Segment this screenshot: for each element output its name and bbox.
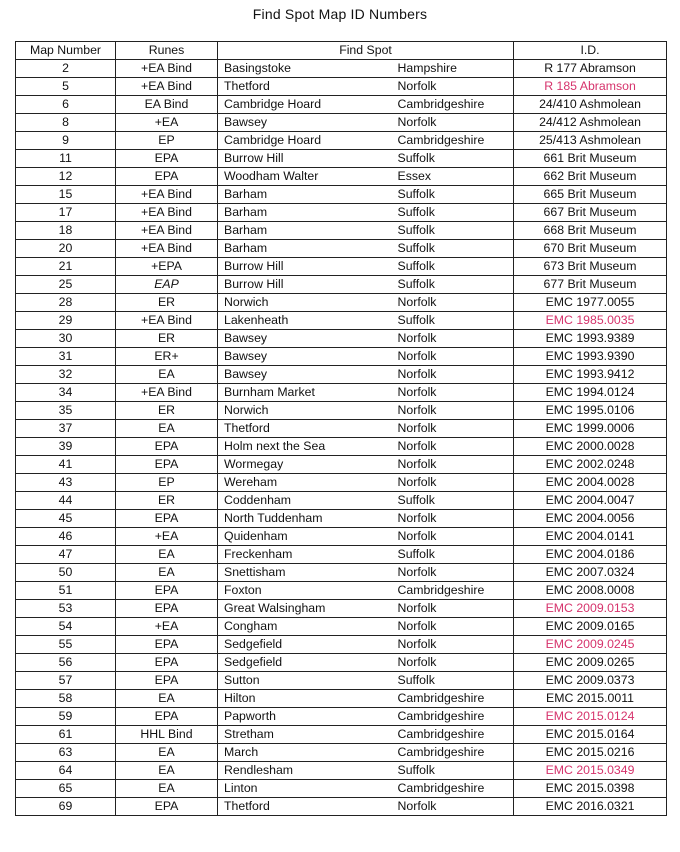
- id-cell: 673 Brit Museum: [514, 258, 667, 276]
- find-spot-county-cell: Cambridgeshire: [392, 690, 514, 708]
- id-cell: 25/413 Ashmolean: [514, 132, 667, 150]
- map-number-cell: 35: [16, 402, 116, 420]
- table-row: [16, 528, 667, 546]
- map-number-cell: 46: [16, 528, 116, 546]
- table-row: [16, 618, 667, 636]
- header-runes: Runes: [116, 42, 218, 60]
- runes-cell: EPA: [116, 636, 218, 654]
- id-cell: EMC 2008.0008: [514, 582, 667, 600]
- table-row: [16, 420, 667, 438]
- table-row: [16, 150, 667, 168]
- find-spot-county-cell: Norfolk: [392, 636, 514, 654]
- runes-cell: +EA Bind: [116, 204, 218, 222]
- find-spot-county-cell: Cambridgeshire: [392, 96, 514, 114]
- runes-cell: HHL Bind: [116, 726, 218, 744]
- id-cell: EMC 2004.0141: [514, 528, 667, 546]
- map-number-cell: 9: [16, 132, 116, 150]
- find-spot-county-cell: Suffolk: [392, 492, 514, 510]
- runes-cell: +EA Bind: [116, 240, 218, 258]
- find-spot-place-cell: Norwich: [218, 402, 392, 420]
- table-row: [16, 168, 667, 186]
- find-spot-county-cell: Norfolk: [392, 564, 514, 582]
- find-spot-county-cell: Suffolk: [392, 312, 514, 330]
- map-number-cell: 20: [16, 240, 116, 258]
- map-number-cell: 8: [16, 114, 116, 132]
- map-number-cell: 37: [16, 420, 116, 438]
- find-spot-place-cell: Norwich: [218, 294, 392, 312]
- runes-cell: ER: [116, 402, 218, 420]
- map-number-cell: 58: [16, 690, 116, 708]
- id-cell: 665 Brit Museum: [514, 186, 667, 204]
- table-row: [16, 726, 667, 744]
- table-row: [16, 96, 667, 114]
- table-row: [16, 492, 667, 510]
- runes-cell: +EPA: [116, 258, 218, 276]
- table-row: [16, 564, 667, 582]
- map-number-cell: 57: [16, 672, 116, 690]
- table-header-row: [16, 42, 667, 60]
- table-row: [16, 258, 667, 276]
- table-row: [16, 294, 667, 312]
- map-number-cell: 17: [16, 204, 116, 222]
- map-number-cell: 28: [16, 294, 116, 312]
- find-spot-place-cell: Barham: [218, 222, 392, 240]
- table-row: [16, 600, 667, 618]
- table-row: [16, 672, 667, 690]
- id-cell: EMC 2015.0124: [514, 708, 667, 726]
- runes-cell: +EA Bind: [116, 186, 218, 204]
- runes-cell: EA: [116, 780, 218, 798]
- find-spot-county-cell: Norfolk: [392, 600, 514, 618]
- map-number-cell: 25: [16, 276, 116, 294]
- runes-cell: +EA Bind: [116, 312, 218, 330]
- find-spot-county-cell: Norfolk: [392, 294, 514, 312]
- runes-cell: +EA Bind: [116, 222, 218, 240]
- find-spot-place-cell: Sutton: [218, 672, 392, 690]
- table-row: [16, 690, 667, 708]
- table-row: [16, 60, 667, 78]
- find-spot-place-cell: Woodham Walter: [218, 168, 392, 186]
- runes-cell: EPA: [116, 510, 218, 528]
- runes-cell: ER: [116, 330, 218, 348]
- id-cell: EMC 2000.0028: [514, 438, 667, 456]
- id-cell: EMC 1995.0106: [514, 402, 667, 420]
- map-number-cell: 54: [16, 618, 116, 636]
- id-cell: EMC 2015.0011: [514, 690, 667, 708]
- map-number-cell: 51: [16, 582, 116, 600]
- find-spot-place-cell: Holm next the Sea: [218, 438, 392, 456]
- table-row: [16, 276, 667, 294]
- map-number-cell: 34: [16, 384, 116, 402]
- map-number-cell: 69: [16, 798, 116, 816]
- id-cell: 670 Brit Museum: [514, 240, 667, 258]
- find-spot-place-cell: Burrow Hill: [218, 258, 392, 276]
- id-cell: EMC 2009.0165: [514, 618, 667, 636]
- map-number-cell: 21: [16, 258, 116, 276]
- find-spot-county-cell: Hampshire: [392, 60, 514, 78]
- map-number-cell: 31: [16, 348, 116, 366]
- table-row: [16, 582, 667, 600]
- map-number-cell: 47: [16, 546, 116, 564]
- header-find-spot: Find Spot: [218, 42, 514, 60]
- table-row: [16, 78, 667, 96]
- find-spot-county-cell: Cambridgeshire: [392, 780, 514, 798]
- find-spot-county-cell: Suffolk: [392, 150, 514, 168]
- table-row: [16, 348, 667, 366]
- id-cell: EMC 2016.0321: [514, 798, 667, 816]
- map-number-cell: 2: [16, 60, 116, 78]
- map-number-cell: 15: [16, 186, 116, 204]
- find-spot-county-cell: Suffolk: [392, 762, 514, 780]
- runes-cell: EPA: [116, 168, 218, 186]
- find-spot-place-cell: Sedgefield: [218, 636, 392, 654]
- table-row: [16, 366, 667, 384]
- find-spot-county-cell: Suffolk: [392, 672, 514, 690]
- id-cell: 661 Brit Museum: [514, 150, 667, 168]
- find-spot-county-cell: Norfolk: [392, 330, 514, 348]
- runes-cell: EA: [116, 546, 218, 564]
- runes-cell: +EA: [116, 114, 218, 132]
- runes-cell: EA Bind: [116, 96, 218, 114]
- map-number-cell: 43: [16, 474, 116, 492]
- table-row: [16, 744, 667, 762]
- find-spot-place-cell: Great Walsingham: [218, 600, 392, 618]
- runes-cell: +EA: [116, 528, 218, 546]
- find-spot-place-cell: Snettisham: [218, 564, 392, 582]
- find-spot-place-cell: Bawsey: [218, 366, 392, 384]
- id-cell: 667 Brit Museum: [514, 204, 667, 222]
- header-map-number: Map Number: [16, 42, 116, 60]
- find-spot-place-cell: Burnham Market: [218, 384, 392, 402]
- find-spot-place-cell: Wereham: [218, 474, 392, 492]
- table-row: [16, 510, 667, 528]
- find-spot-place-cell: Bawsey: [218, 330, 392, 348]
- find-spot-place-cell: Burrow Hill: [218, 150, 392, 168]
- runes-cell: +EA Bind: [116, 384, 218, 402]
- find-spot-county-cell: Norfolk: [392, 618, 514, 636]
- runes-cell: ER: [116, 294, 218, 312]
- id-cell: EMC 2009.0245: [514, 636, 667, 654]
- table-row: [16, 636, 667, 654]
- id-cell: EMC 1993.9390: [514, 348, 667, 366]
- table-row: [16, 708, 667, 726]
- id-cell: 668 Brit Museum: [514, 222, 667, 240]
- runes-cell: EA: [116, 564, 218, 582]
- runes-cell: ER+: [116, 348, 218, 366]
- find-spot-county-cell: Norfolk: [392, 402, 514, 420]
- find-spot-place-cell: Linton: [218, 780, 392, 798]
- table-row: [16, 114, 667, 132]
- find-spot-county-cell: Norfolk: [392, 510, 514, 528]
- find-spot-county-cell: Suffolk: [392, 276, 514, 294]
- id-cell: 24/412 Ashmolean: [514, 114, 667, 132]
- runes-cell: EPA: [116, 150, 218, 168]
- find-spot-place-cell: Thetford: [218, 78, 392, 96]
- find-spot-county-cell: Norfolk: [392, 798, 514, 816]
- find-spot-county-cell: Suffolk: [392, 204, 514, 222]
- find-spot-place-cell: Foxton: [218, 582, 392, 600]
- map-number-cell: 61: [16, 726, 116, 744]
- map-number-cell: 41: [16, 456, 116, 474]
- find-spot-county-cell: Suffolk: [392, 258, 514, 276]
- find-spot-place-cell: Sedgefield: [218, 654, 392, 672]
- table-row: [16, 456, 667, 474]
- id-cell: 662 Brit Museum: [514, 168, 667, 186]
- id-cell: EMC 2009.0265: [514, 654, 667, 672]
- find-spot-place-cell: Hilton: [218, 690, 392, 708]
- find-spot-place-cell: Freckenham: [218, 546, 392, 564]
- find-spot-place-cell: Burrow Hill: [218, 276, 392, 294]
- map-number-cell: 56: [16, 654, 116, 672]
- find-spot-county-cell: Essex: [392, 168, 514, 186]
- id-cell: EMC 1977.0055: [514, 294, 667, 312]
- find-spot-county-cell: Suffolk: [392, 186, 514, 204]
- id-cell: EMC 1993.9412: [514, 366, 667, 384]
- table-row: [16, 546, 667, 564]
- find-spot-county-cell: Cambridgeshire: [392, 582, 514, 600]
- id-cell: EMC 2015.0164: [514, 726, 667, 744]
- id-cell: 24/410 Ashmolean: [514, 96, 667, 114]
- find-spot-place-cell: Thetford: [218, 798, 392, 816]
- table-row: [16, 240, 667, 258]
- id-cell: EMC 2004.0028: [514, 474, 667, 492]
- table-row: [16, 312, 667, 330]
- find-spot-place-cell: Congham: [218, 618, 392, 636]
- table-row: [16, 654, 667, 672]
- table-row: [16, 330, 667, 348]
- runes-cell: EPA: [116, 708, 218, 726]
- map-number-cell: 55: [16, 636, 116, 654]
- find-spot-county-cell: Norfolk: [392, 366, 514, 384]
- runes-cell: EA: [116, 366, 218, 384]
- runes-cell: EA: [116, 744, 218, 762]
- find-spot-place-cell: North Tuddenham: [218, 510, 392, 528]
- find-spot-place-cell: Bawsey: [218, 114, 392, 132]
- runes-cell: EP: [116, 474, 218, 492]
- find-spot-county-cell: Norfolk: [392, 420, 514, 438]
- id-cell: EMC 2015.0216: [514, 744, 667, 762]
- runes-cell: EPA: [116, 600, 218, 618]
- find-spot-county-cell: Suffolk: [392, 240, 514, 258]
- id-cell: EMC 1994.0124: [514, 384, 667, 402]
- find-spot-county-cell: Norfolk: [392, 438, 514, 456]
- table-row: [16, 132, 667, 150]
- find-spot-county-cell: Cambridgeshire: [392, 708, 514, 726]
- find-spot-place-cell: March: [218, 744, 392, 762]
- find-spot-county-cell: Norfolk: [392, 474, 514, 492]
- find-spot-place-cell: Cambridge Hoard: [218, 132, 392, 150]
- id-cell: EMC 2009.0153: [514, 600, 667, 618]
- map-number-cell: 11: [16, 150, 116, 168]
- map-number-cell: 32: [16, 366, 116, 384]
- table-row: [16, 204, 667, 222]
- find-spot-county-cell: Cambridgeshire: [392, 132, 514, 150]
- runes-cell: EA: [116, 420, 218, 438]
- table-row: [16, 762, 667, 780]
- id-cell: EMC 1985.0035: [514, 312, 667, 330]
- map-number-cell: 5: [16, 78, 116, 96]
- id-cell: EMC 2009.0373: [514, 672, 667, 690]
- find-spot-county-cell: Cambridgeshire: [392, 726, 514, 744]
- runes-cell: EPA: [116, 798, 218, 816]
- find-spot-place-cell: Stretham: [218, 726, 392, 744]
- table-row: [16, 186, 667, 204]
- find-spot-place-cell: Wormegay: [218, 456, 392, 474]
- map-number-cell: 18: [16, 222, 116, 240]
- map-number-cell: 63: [16, 744, 116, 762]
- table-row: [16, 474, 667, 492]
- find-spot-county-cell: Suffolk: [392, 222, 514, 240]
- find-spot-place-cell: Lakenheath: [218, 312, 392, 330]
- find-spot-place-cell: Thetford: [218, 420, 392, 438]
- map-number-cell: 59: [16, 708, 116, 726]
- find-spot-county-cell: Cambridgeshire: [392, 744, 514, 762]
- find-spot-county-cell: Norfolk: [392, 114, 514, 132]
- find-spot-county-cell: Norfolk: [392, 654, 514, 672]
- find-spot-place-cell: Barham: [218, 186, 392, 204]
- id-cell: R 185 Abramson: [514, 78, 667, 96]
- table-row: [16, 438, 667, 456]
- find-spot-table: [15, 41, 667, 816]
- find-spot-county-cell: Norfolk: [392, 384, 514, 402]
- find-spot-place-cell: Cambridge Hoard: [218, 96, 392, 114]
- runes-cell: +EA Bind: [116, 60, 218, 78]
- runes-cell: +EA Bind: [116, 78, 218, 96]
- id-cell: EMC 1993.9389: [514, 330, 667, 348]
- page-title: Find Spot Map ID Numbers: [252, 6, 428, 22]
- table-row: [16, 384, 667, 402]
- map-number-cell: 50: [16, 564, 116, 582]
- find-spot-place-cell: Barham: [218, 240, 392, 258]
- id-cell: EMC 2015.0398: [514, 780, 667, 798]
- runes-cell: EAP: [116, 276, 218, 294]
- map-number-cell: 53: [16, 600, 116, 618]
- id-cell: EMC 1999.0006: [514, 420, 667, 438]
- runes-cell: ER: [116, 492, 218, 510]
- runes-cell: EPA: [116, 456, 218, 474]
- header-id: I.D.: [514, 42, 667, 60]
- runes-cell: EP: [116, 132, 218, 150]
- table-body: [16, 60, 667, 816]
- id-cell: R 177 Abramson: [514, 60, 667, 78]
- find-spot-place-cell: Quidenham: [218, 528, 392, 546]
- find-spot-place-cell: Basingstoke: [218, 60, 392, 78]
- map-number-cell: 29: [16, 312, 116, 330]
- find-spot-county-cell: Norfolk: [392, 528, 514, 546]
- id-cell: EMC 2004.0047: [514, 492, 667, 510]
- find-spot-county-cell: Norfolk: [392, 78, 514, 96]
- map-number-cell: 44: [16, 492, 116, 510]
- find-spot-county-cell: Norfolk: [392, 348, 514, 366]
- id-cell: EMC 2002.0248: [514, 456, 667, 474]
- map-number-cell: 64: [16, 762, 116, 780]
- id-cell: EMC 2007.0324: [514, 564, 667, 582]
- map-number-cell: 39: [16, 438, 116, 456]
- runes-cell: EPA: [116, 672, 218, 690]
- table-row: [16, 798, 667, 816]
- table-row: [16, 402, 667, 420]
- id-cell: EMC 2015.0349: [514, 762, 667, 780]
- find-spot-county-cell: Norfolk: [392, 456, 514, 474]
- map-number-cell: 30: [16, 330, 116, 348]
- find-spot-county-cell: Suffolk: [392, 546, 514, 564]
- runes-cell: +EA: [116, 618, 218, 636]
- table-row: [16, 222, 667, 240]
- find-spot-place-cell: Bawsey: [218, 348, 392, 366]
- id-cell: EMC 2004.0056: [514, 510, 667, 528]
- map-number-cell: 12: [16, 168, 116, 186]
- map-number-cell: 6: [16, 96, 116, 114]
- table-row: [16, 780, 667, 798]
- find-spot-place-cell: Papworth: [218, 708, 392, 726]
- id-cell: 677 Brit Museum: [514, 276, 667, 294]
- id-cell: EMC 2004.0186: [514, 546, 667, 564]
- runes-cell: EPA: [116, 654, 218, 672]
- find-spot-place-cell: Barham: [218, 204, 392, 222]
- runes-cell: EPA: [116, 438, 218, 456]
- map-number-cell: 45: [16, 510, 116, 528]
- runes-cell: EA: [116, 690, 218, 708]
- find-spot-place-cell: Coddenham: [218, 492, 392, 510]
- find-spot-place-cell: Rendlesham: [218, 762, 392, 780]
- map-number-cell: 65: [16, 780, 116, 798]
- runes-cell: EPA: [116, 582, 218, 600]
- runes-cell: EA: [116, 762, 218, 780]
